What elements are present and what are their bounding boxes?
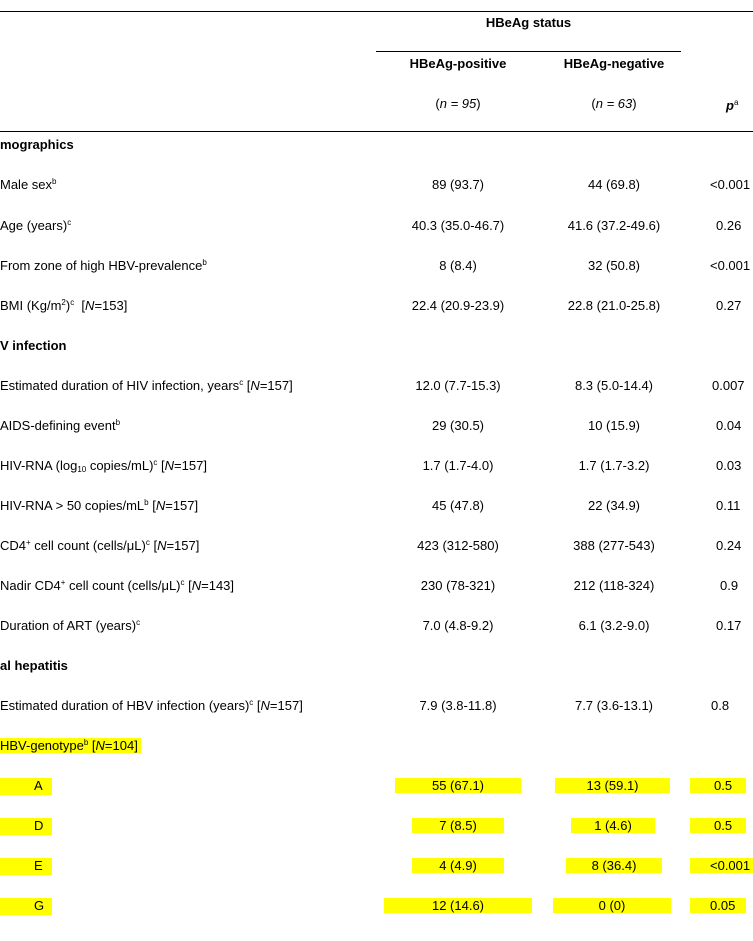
cell-negative: 13 (59.1) xyxy=(555,778,670,793)
cell-positive: 40.3 (35.0-46.7) xyxy=(411,218,505,233)
cell-negative: 1.7 (1.7-3.2) xyxy=(578,458,650,473)
cell-positive: 7.9 (3.8-11.8) xyxy=(419,698,497,713)
header-bottom-rule xyxy=(0,131,753,132)
cell-negative: 41.6 (37.2-49.6) xyxy=(567,218,661,233)
row-label-bar xyxy=(0,898,52,915)
cell-negative: 7.7 (3.6-13.1) xyxy=(574,698,654,713)
cell-positive: 7 (8.5) xyxy=(412,818,504,833)
cell-positive: 45 (47.8) xyxy=(431,498,485,513)
row-label: G xyxy=(34,898,45,913)
row-label: A xyxy=(34,778,43,793)
row-label: CD4+ cell count (cells/μL)$^c$ [N=157] xyxy=(0,538,200,553)
row-label: E xyxy=(34,858,43,873)
cell-p: 0.26 xyxy=(716,218,742,233)
cell-positive: 22.4 (20.9-23.9) xyxy=(411,298,505,313)
row-label: Estimated duration of HIV infection, years$^c$ [N=157] xyxy=(0,378,293,393)
cell-positive: 7.0 (4.8-9.2) xyxy=(422,618,494,633)
row-label: D xyxy=(34,818,44,833)
cell-negative: 0 (0) xyxy=(553,898,671,913)
section-viral-hepatitis: al hepatitis xyxy=(0,658,68,673)
cell-negative: 32 (50.8) xyxy=(587,258,641,273)
cell-p: 0.007 xyxy=(712,378,745,393)
col-header-positive: HBeAg-positive xyxy=(409,56,507,71)
cell-negative: 8 (36.4) xyxy=(566,858,662,873)
cell-positive: 230 (78-321) xyxy=(420,578,496,593)
row-label-bar xyxy=(0,818,52,835)
cell-p: 0.27 xyxy=(716,298,742,313)
cell-positive: 423 (312-580) xyxy=(417,538,499,553)
cell-negative: 44 (69.8) xyxy=(587,177,641,192)
row-label: Estimated duration of HBV infection (years)$^c$ [N=157] xyxy=(0,698,303,713)
cell-p: 0.04 xyxy=(716,418,742,433)
cell-negative: 1 (4.6) xyxy=(571,818,655,833)
cell-positive: 1.7 (1.7-4.0) xyxy=(422,458,494,473)
row-label: Nadir CD4+ cell count (cells/μL)$^c$ [N=143] xyxy=(0,578,235,593)
col-header-negative: HBeAg-negative xyxy=(563,56,665,71)
row-label: From zone of high HBV-prevalence$^b$ xyxy=(0,258,207,273)
row-label: BMI $(Kg/m^2)^c$ [N=153] xyxy=(0,298,128,313)
cell-positive: 12 (14.6) xyxy=(384,898,532,913)
cell-p: <0.001 xyxy=(690,858,753,873)
section-demographics: mographics xyxy=(0,137,74,152)
cell-p: 0.11 xyxy=(716,498,741,513)
cell-positive: 12.0 (7.7-15.3) xyxy=(415,378,501,393)
cell-positive: 55 (67.1) xyxy=(395,778,521,793)
cell-negative: 8.3 (5.0-14.4) xyxy=(574,378,654,393)
section-hiv-infection: V infection xyxy=(0,338,67,353)
row-label: HBV-genotype$^b$ [N=104] xyxy=(0,738,141,753)
row-label-bar xyxy=(0,778,52,795)
cell-positive: 29 (30.5) xyxy=(431,418,485,433)
col-n-negative: (n = 63) xyxy=(591,96,637,111)
row-label: Age (years)$^c$ xyxy=(0,218,72,233)
group-rule xyxy=(376,51,681,52)
cell-negative: 10 (15.9) xyxy=(587,418,641,433)
row-label: Male sex$^b$ xyxy=(0,177,57,192)
cell-negative: 22.8 (21.0-25.8) xyxy=(567,298,661,313)
cell-p: 0.5 xyxy=(690,778,746,793)
cell-p: <0.001 xyxy=(710,177,751,192)
cell-p: 0.05 xyxy=(690,898,746,913)
cell-p: 0.8 xyxy=(711,698,730,713)
cell-positive: 89 (93.7) xyxy=(431,177,485,192)
cell-negative: 212 (118-324) xyxy=(573,578,655,593)
row-label: AIDS-defining event$^b$ xyxy=(0,418,121,433)
cell-p: 0.24 xyxy=(716,538,742,553)
cell-p: 0.03 xyxy=(716,458,742,473)
cell-p: <0.001 xyxy=(710,258,751,273)
row-label: Duration of ART (years)$^c$ xyxy=(0,618,141,633)
row-label: HIV-RNA > 50 copies/$mL^b$ [N=157] xyxy=(0,498,199,513)
group-title: HBeAg status xyxy=(485,15,572,30)
cell-p: 0.5 xyxy=(690,818,746,833)
col-n-positive: (n = 95) xyxy=(435,96,481,111)
cell-negative: 6.1 (3.2-9.0) xyxy=(578,618,650,633)
cell-positive: 4 (4.9) xyxy=(412,858,504,873)
row-label: HIV-RNA ($\log_{10}$ copies/mL)$^c$ [N=157] xyxy=(0,458,207,474)
top-rule xyxy=(0,11,753,12)
col-header-p: $p^a$ xyxy=(726,98,739,113)
cell-positive: 8 (8.4) xyxy=(439,258,477,273)
cell-negative: 388 (277-543) xyxy=(573,538,655,553)
cell-negative: 22 (34.9) xyxy=(587,498,641,513)
cell-p: 0.9 xyxy=(720,578,739,593)
cell-p: 0.17 xyxy=(716,618,742,633)
row-label-bar xyxy=(0,858,52,875)
